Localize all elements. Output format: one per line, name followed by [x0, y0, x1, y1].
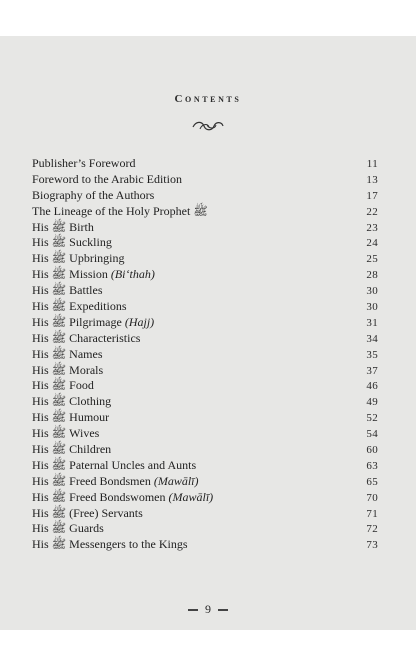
toc-entry	[32, 426, 378, 442]
toc-entry	[32, 220, 378, 236]
book-page	[0, 36, 416, 630]
toc-entry	[32, 251, 378, 267]
toc-entry	[32, 458, 378, 474]
toc-entry-title	[32, 156, 135, 172]
toc-entry	[32, 299, 378, 315]
toc-entry-title-italic: (Mawālī)	[153, 473, 199, 488]
toc-entry-page: 73	[366, 539, 378, 552]
toc-entry-title	[32, 506, 143, 522]
toc-entry-page: 30	[366, 285, 378, 298]
toc-entry-title-text: His ﷺ Clothing	[32, 394, 112, 409]
toc-entry	[32, 537, 378, 553]
toc-entry	[32, 490, 378, 506]
toc-entry-title-text: His ﷺ Humour	[32, 410, 110, 425]
toc-entry-title	[32, 331, 140, 347]
toc-entry	[32, 347, 378, 363]
toc-entry-page: 31	[366, 316, 378, 329]
toc-entry	[32, 410, 378, 426]
toc-entry-title	[32, 235, 112, 251]
toc-entry	[32, 506, 378, 522]
toc-entry-title-text: His ﷺ Mission	[32, 267, 108, 282]
toc-entry-title-text: His ﷺ Pilgrimage	[32, 314, 122, 329]
toc-entry	[32, 474, 378, 490]
toc-entry-title	[32, 458, 196, 474]
toc-entry-page: 49	[366, 396, 378, 409]
toc-entry-title	[32, 537, 188, 553]
toc-entry-title-text: His ﷺ Paternal Uncles and Aunts	[32, 457, 197, 472]
toc-entry-title	[32, 315, 154, 331]
page-footer	[0, 602, 416, 617]
toc-entry-title-text: His ﷺ Morals	[32, 362, 104, 377]
toc-entry-title	[32, 378, 94, 394]
contents-heading: Contents	[174, 93, 242, 105]
toc-entry-title	[32, 410, 109, 426]
toc-entry-page: 28	[366, 269, 378, 282]
toc-entry-page: 60	[366, 444, 378, 457]
toc-entry-page: 63	[366, 459, 378, 472]
toc-entry-page: 70	[366, 491, 378, 504]
toc-entry	[32, 521, 378, 537]
toc-entry-page: 17	[366, 189, 378, 202]
toc-entry-page: 22	[366, 205, 378, 218]
toc-entry-title-text: His ﷺ Upbringing	[32, 251, 125, 266]
toc-entry-page: 46	[366, 380, 378, 393]
toc-entry-title-text: His ﷺ Suckling	[32, 235, 112, 250]
toc-entry	[32, 394, 378, 410]
toc-entry-title	[32, 521, 104, 537]
toc-entry-title-text: Biography of the Authors	[32, 187, 155, 202]
toc-entry-title-text: Foreword to the Arabic Edition	[32, 171, 182, 186]
toc-entry-page: 11	[366, 158, 378, 170]
toc-entry-title-text: His ﷺ Birth	[32, 219, 94, 234]
toc-entry-title-text: The Lineage of the Holy Prophet ﷺ	[32, 203, 208, 218]
toc-entry	[32, 156, 378, 172]
toc-entry-title-text: His ﷺ Battles	[32, 283, 103, 298]
toc-entry	[32, 283, 378, 299]
toc-entry-page: 35	[366, 348, 378, 361]
toc-entry-title-text: His ﷺ Children	[32, 442, 112, 457]
toc-entry-title	[32, 172, 182, 188]
toc-entry	[32, 267, 378, 283]
toc-entry-title	[32, 299, 127, 315]
toc-entry-title-italic: (Mawālī)	[168, 489, 214, 504]
toc-entry-page: 25	[366, 253, 378, 266]
toc-entry-title	[32, 363, 103, 379]
toc-entry-title	[32, 220, 94, 236]
toc-entry	[32, 378, 378, 394]
toc-entry-title-text: His ﷺ Food	[32, 378, 94, 393]
toc-entry-page: 34	[366, 332, 378, 345]
toc-entry-title-text: His ﷺ Wives	[32, 426, 100, 441]
ornament-icon	[190, 119, 226, 133]
toc-entry	[32, 315, 378, 331]
toc-entry-page: 37	[366, 364, 378, 377]
toc-entry-page: 65	[366, 475, 378, 488]
toc-entry-title	[32, 490, 213, 506]
toc-entry	[32, 235, 378, 251]
toc-entry	[32, 188, 378, 204]
toc-entry-title-text: His ﷺ Freed Bondswomen	[32, 489, 166, 504]
toc-entry-title-text: His ﷺ Expeditions	[32, 299, 127, 314]
toc-entry-page: 72	[366, 523, 378, 536]
toc-entry-page: 54	[366, 428, 378, 441]
toc-entry-title-text: Publisher’s Foreword	[32, 156, 136, 170]
toc-entry-page: 71	[366, 507, 378, 520]
toc-entry-title	[32, 188, 154, 204]
toc-entry-page: 24	[366, 237, 378, 250]
toc-entry-title	[32, 394, 111, 410]
contents-list	[32, 156, 378, 553]
dash-decoration	[218, 609, 228, 611]
toc-entry	[32, 331, 378, 347]
toc-entry-title	[32, 204, 208, 220]
toc-entry-title-text: His ﷺ Names	[32, 346, 103, 361]
toc-entry-title	[32, 474, 199, 490]
toc-entry-title-italic: (Hajj)	[124, 314, 155, 329]
toc-entry-title	[32, 426, 99, 442]
toc-entry-title-text: His ﷺ Guards	[32, 521, 104, 536]
toc-entry-title	[32, 267, 155, 283]
toc-entry-title	[32, 347, 103, 363]
toc-entry-title-italic: (Bi‘thah)	[110, 267, 155, 282]
toc-entry-title	[32, 251, 125, 267]
page-number: 9	[205, 602, 211, 616]
toc-entry	[32, 172, 378, 188]
dash-decoration	[188, 609, 198, 611]
toc-entry-title-text: His ﷺ Freed Bondsmen	[32, 473, 151, 488]
toc-entry-title-text: His ﷺ (Free) Servants	[32, 505, 143, 520]
toc-entry-title-text: His ﷺ Characteristics	[32, 330, 141, 345]
toc-entry-page: 23	[366, 221, 378, 234]
toc-entry-title	[32, 442, 111, 458]
toc-entry-page: 30	[366, 301, 378, 314]
toc-entry	[32, 204, 378, 220]
toc-entry-title-text: His ﷺ Messengers to the Kings	[32, 537, 188, 552]
toc-entry	[32, 442, 378, 458]
toc-entry-title	[32, 283, 103, 299]
toc-entry-page: 52	[366, 412, 378, 425]
toc-entry-page: 13	[366, 173, 378, 186]
toc-entry	[32, 363, 378, 379]
